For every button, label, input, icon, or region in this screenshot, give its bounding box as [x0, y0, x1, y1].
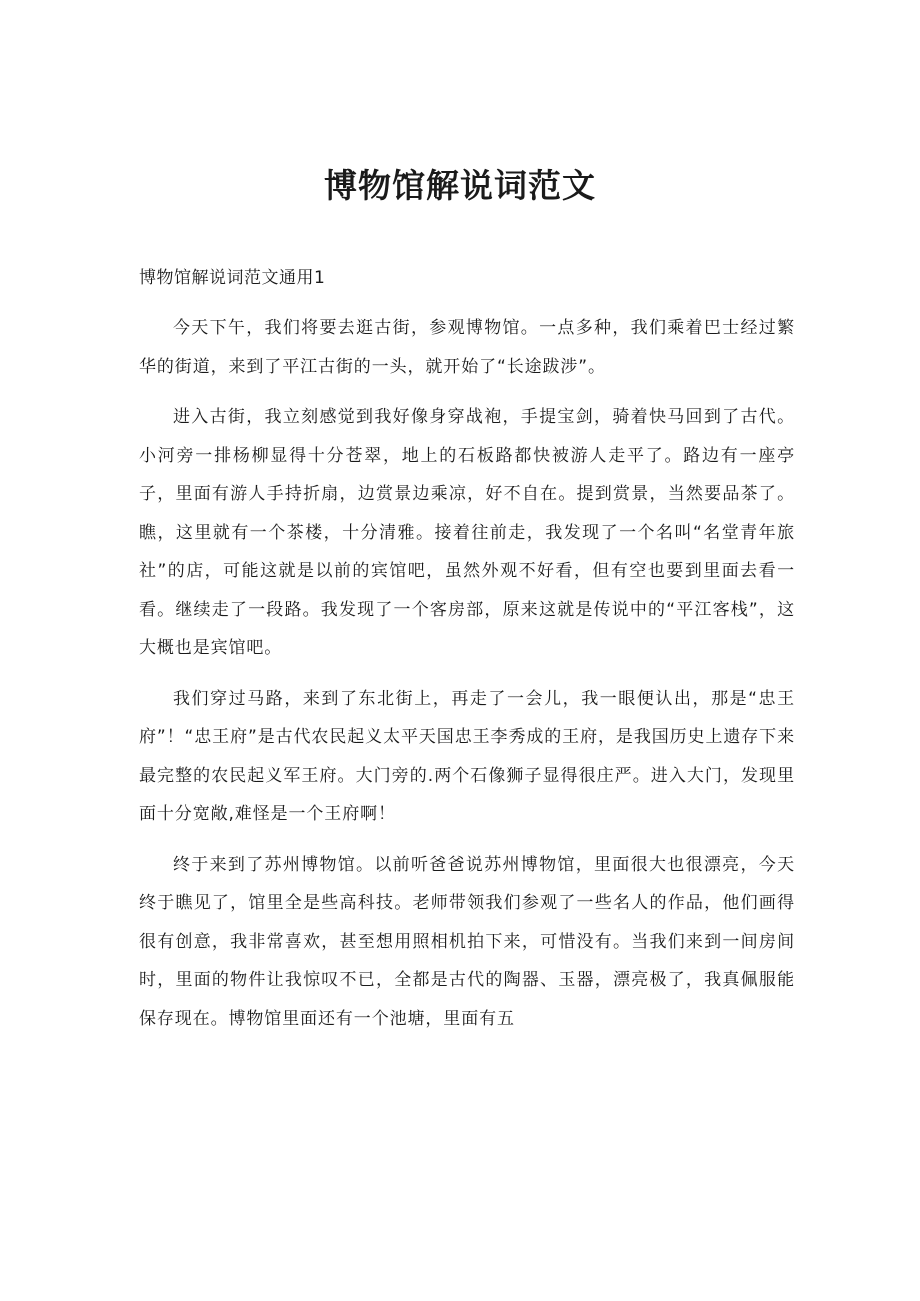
paragraph-1: 今天下午，我们将要去逛古街，参观博物馆。一点多种，我们乘着巴士经过繁华的街道，来到了平江古街的一头，就开始了“长途跋涉”。 [139, 318, 795, 377]
paragraph-2: 进入古街，我立刻感觉到我好像身穿战袍，手提宝剑，骑着快马回到了古代。小河旁一排杨柳显得十分苍翠，地上的石板路都快被游人走平了。路边有一座亭子，里面有游人手持折扇，边赏景边乘凉，好不自在。提到赏景，当然要品茶了。瞧，这里就有一个茶楼，十分清雅。接着往前走，我发现了一个名叫“名堂青年旅社”的店，可能这就是以前的宾馆吧，虽然外观不好看，但有空也要到里面去看一看。继续走了一段路。我发现了一个客房部，原来这就是传说中的“平江客栈”，这大概也是宾馆吧。 [139, 407, 795, 658]
paragraph-3: 我们穿过马路，来到了东北街上，再走了一会儿，我一眼便认出，那是“忠王府”！“忠王府”是古代农民起义太平天国忠王李秀成的王府，是我国历史上遗存下来最完整的农民起义军王府。大门旁的.两个石像狮子显得很庄严。进入大门，发现里面十分宽敞,难怪是一个王府啊！ [139, 688, 795, 824]
document-title: 博物馆解说词范文 [324, 166, 596, 205]
section-heading: 博物馆解说词范文通用1 [139, 268, 326, 288]
paragraph-4: 终于来到了苏州博物馆。以前听爸爸说苏州博物馆，里面很大也很漂亮，今天终于瞧见了，馆里全是些高科技。老师带领我们参观了一些名人的作品，他们画得很有创意，我非常喜欢，甚至想用照相机拍下来，可惜没有。当我们来到一间房间时，里面的物件让我惊叹不已，全都是古代的陶器、玉器，漂亮极了，我真佩服能保存现在。博物馆里面还有一个池塘，里面有五 [139, 854, 795, 1029]
document-body [139, 309, 795, 1050]
